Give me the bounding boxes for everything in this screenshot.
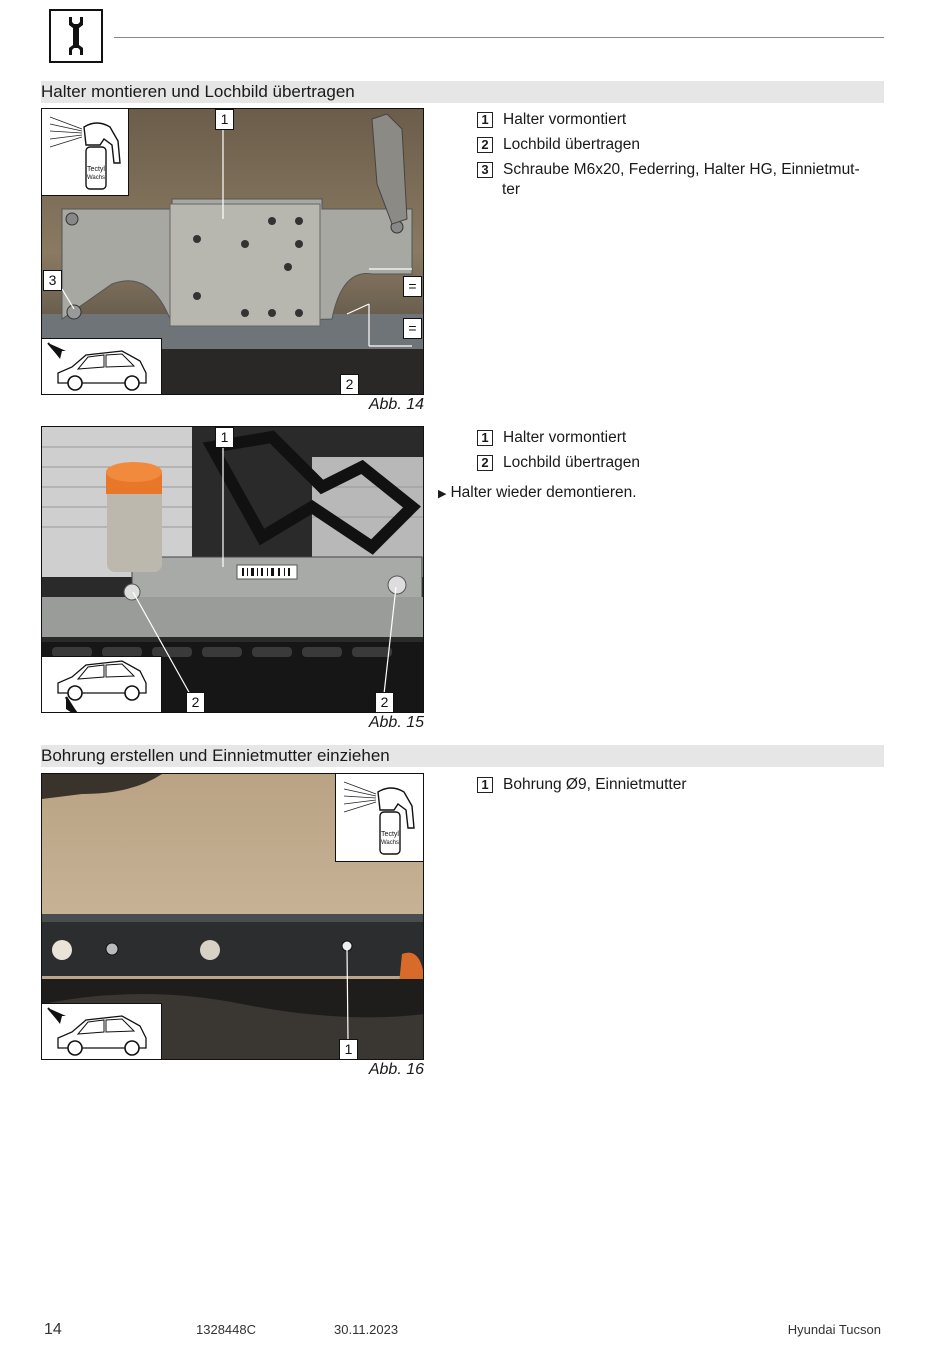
callout-label: 3 [43,270,62,291]
section-title: Halter montieren und Lochbild übertragen [41,81,884,103]
figure-caption: Abb. 16 [368,1061,424,1078]
header-rule [114,37,884,38]
legend-text: Halter vormontiert [503,111,627,128]
callout-label: 2 [340,374,359,395]
legend-item [477,428,877,448]
step-arrow-icon: ▶ [438,488,447,500]
page-number: 14 [44,1321,62,1338]
vehicle-model: Hyundai Tucson [787,1322,881,1337]
document-date: 30.11.2023 [334,1322,399,1337]
svg-text:Wachs: Wachs [86,175,106,181]
callout-label: 1 [215,109,234,130]
legend-text: Bohrung Ø9, Einnietmutter [503,776,687,793]
legend-number: 1 [477,430,493,446]
legend-number: 1 [477,777,493,793]
vehicle-position-icon [42,1003,162,1060]
callout-label: 2 [186,692,205,713]
legend-number: 1 [477,112,493,128]
legend-item-continuation [477,180,877,200]
legend-number: 2 [477,137,493,153]
legend-text: Schraube M6x20, Federring, Halter HG, Einnietmut- [503,161,860,178]
callout-label: 1 [215,427,234,448]
vehicle-position-icon [42,338,162,395]
instruction-text: Halter wieder demontieren. [450,484,637,501]
document-number: 1328448C [196,1322,256,1337]
tool-icon-box [49,9,103,63]
callout-label: = [403,276,422,297]
legend-text: Halter vormontiert [503,429,627,446]
legend-number: 3 [477,162,493,178]
spray-wax-icon [42,109,129,196]
figure-caption: Abb. 15 [368,714,424,731]
legend-item [477,160,877,180]
figure-caption: Abb. 14 [368,396,424,413]
wrench-icon [51,11,101,61]
spray-wax-icon [335,774,423,862]
photo-abb-16 [41,773,424,1060]
photo-abb-14 [41,108,424,395]
legend-item [477,775,877,795]
legend-text: ter [502,181,521,198]
legend-item [477,453,877,473]
legend-item [477,135,877,155]
callout-label: 1 [339,1039,358,1060]
photo-abb-15 [41,426,424,713]
legend-abb-15 [477,428,877,478]
spray-can-label: Tectyl [87,166,105,173]
svg-text:Tectyl: Tectyl [381,831,399,838]
instruction-step [438,483,868,504]
section-title: Bohrung erstellen und Einnietmutter einziehen [41,745,884,767]
callout-label: = [403,318,422,339]
legend-abb-16 [477,775,877,800]
callout-label: 2 [375,692,394,713]
legend-item [477,110,877,130]
legend-abb-14 [477,110,877,205]
legend-text: Lochbild übertragen [503,136,641,153]
vehicle-position-icon [42,656,162,713]
svg-text:Wachs: Wachs [380,840,400,846]
legend-number: 2 [477,455,493,471]
legend-text: Lochbild übertragen [503,454,641,471]
